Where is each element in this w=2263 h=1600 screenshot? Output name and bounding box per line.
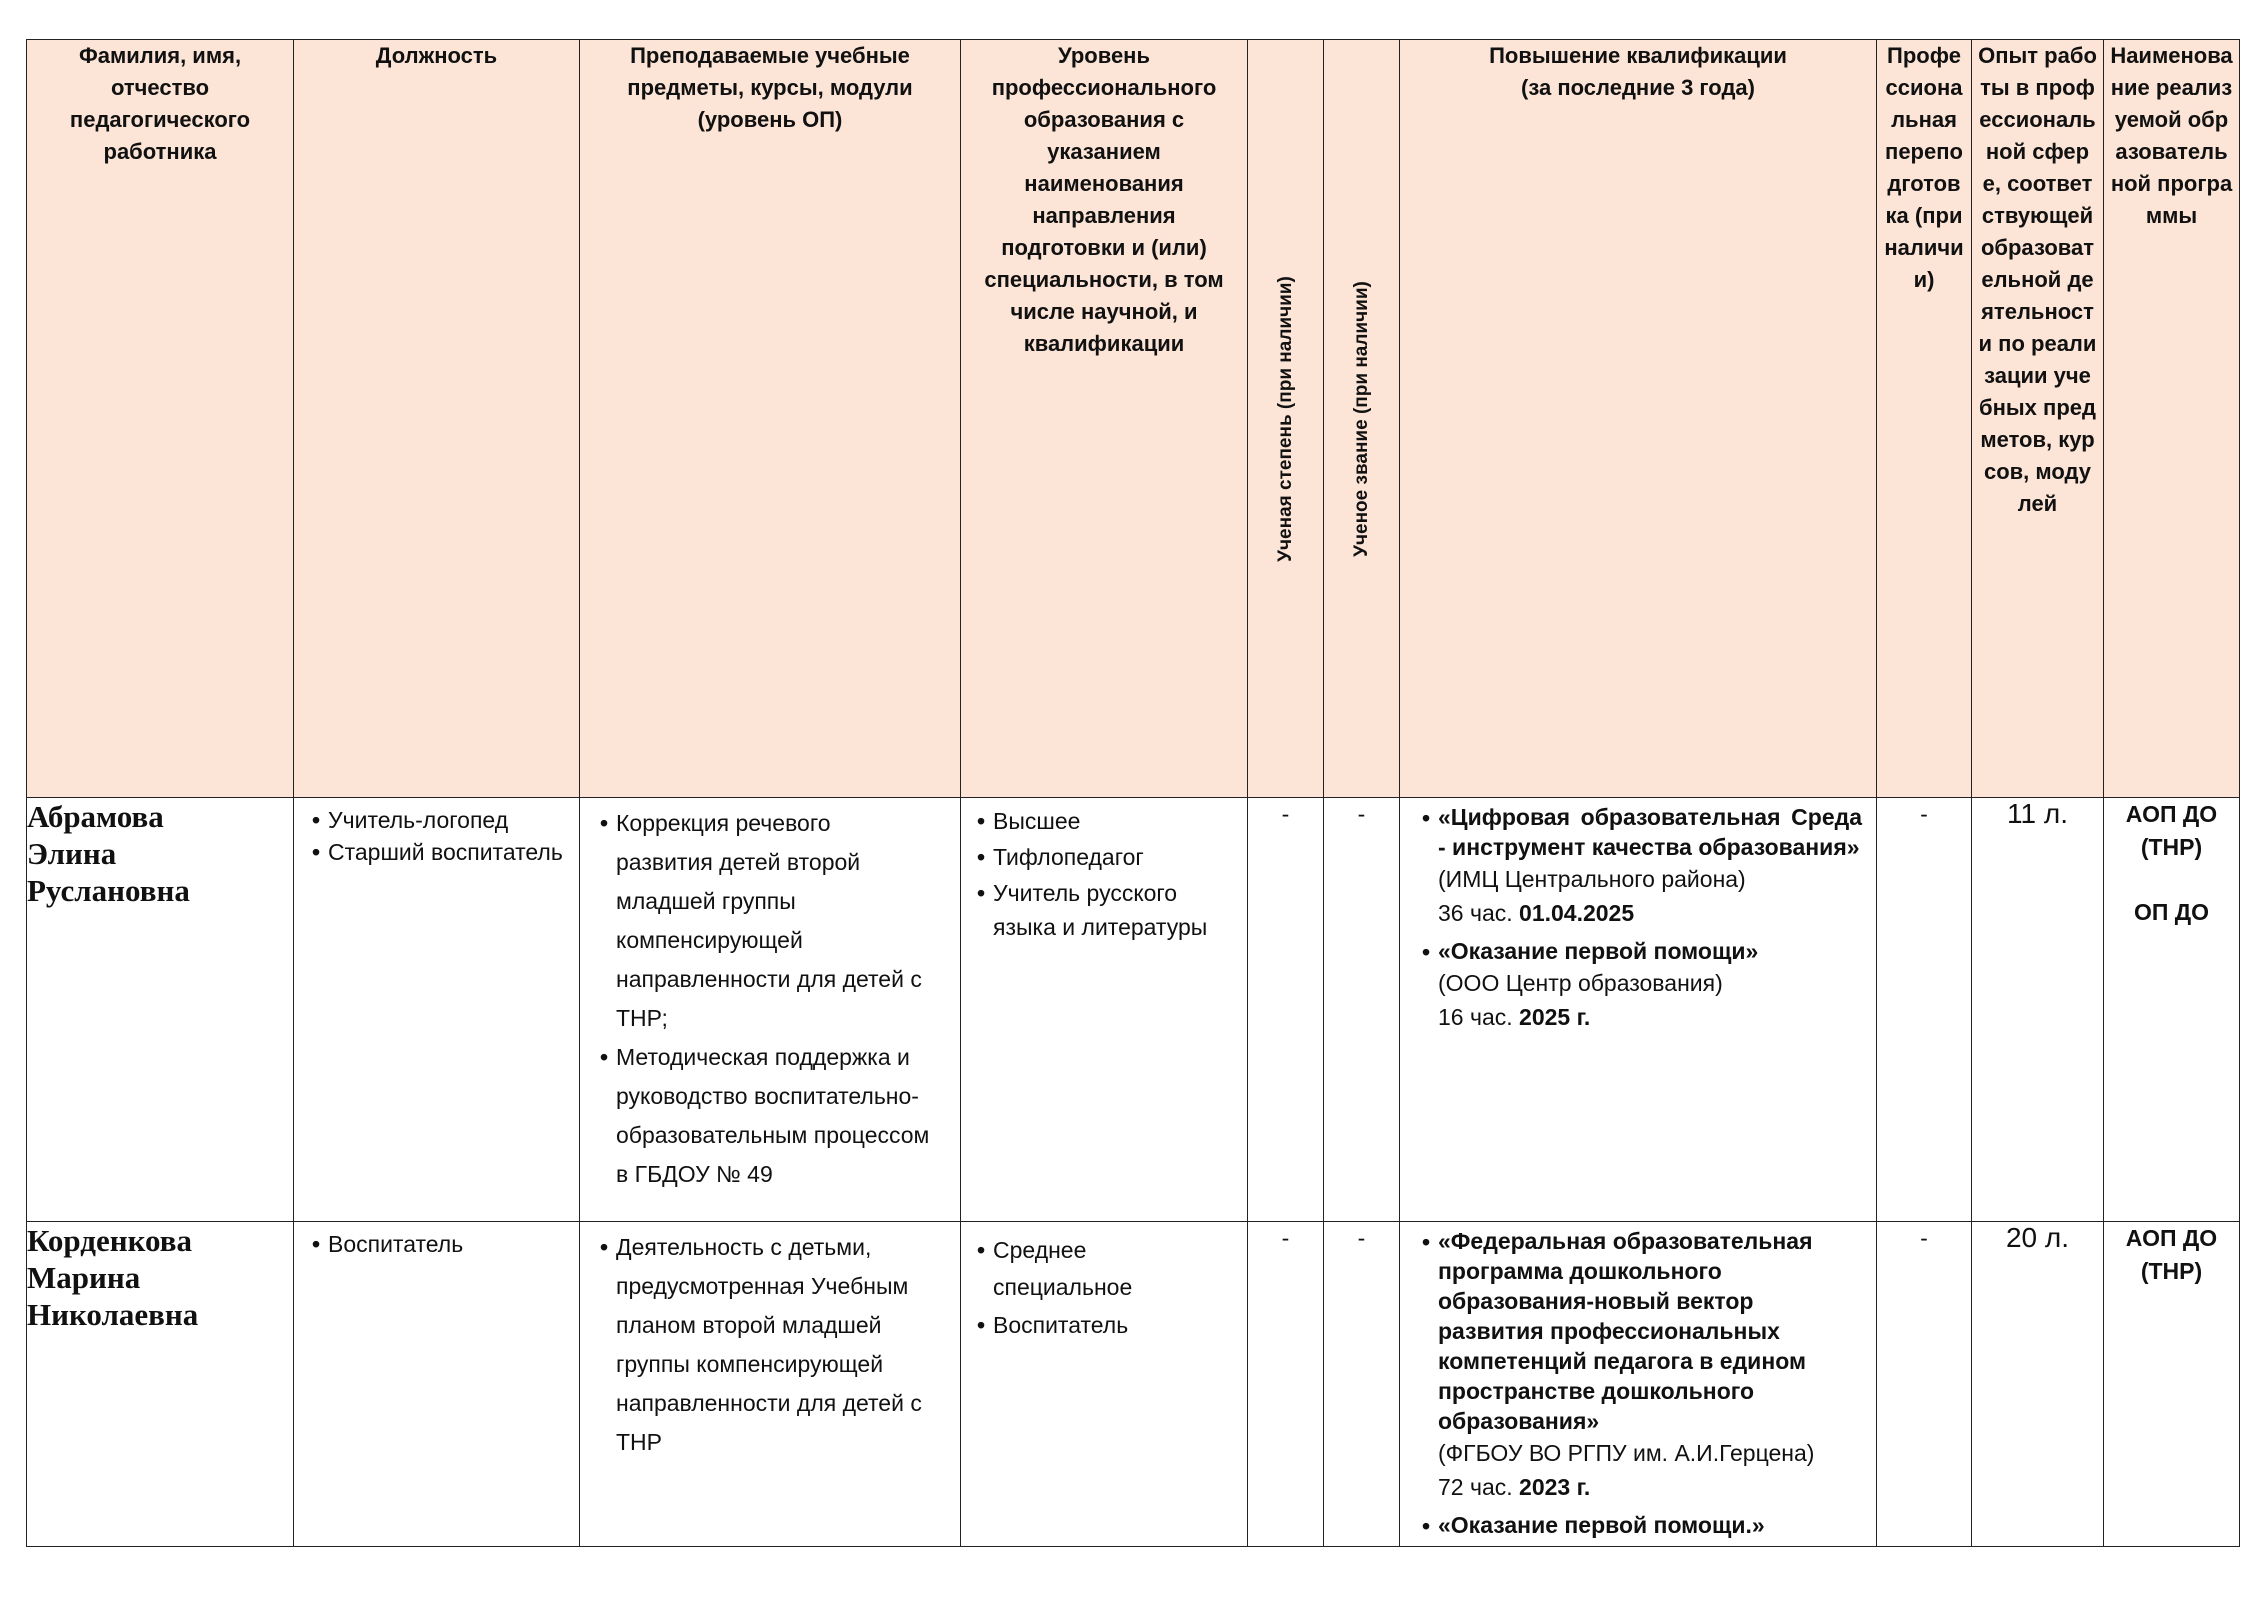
header-degree: Ученая степень (при наличии)	[1248, 40, 1324, 798]
degree-value: -	[1248, 798, 1324, 1222]
list-item: • Коррекция речевого развития детей второй младшей группы компенсирующей направленности для детей с ТНР;	[600, 804, 930, 1038]
course-title: • «Цифровая образовательная Среда - инструмент качества образования»	[1438, 804, 1862, 860]
staff-table	[26, 39, 2240, 1547]
course-org: (ООО Центр образования)	[1438, 970, 1723, 996]
list-item: • Старший воспитатель	[312, 836, 569, 868]
position-cell	[294, 798, 580, 1222]
header-qualification: Повышение квалификации (за последние 3 года)	[1400, 40, 1877, 798]
header-education: Уровень профессионального образования с указанием наименования направления подготовки и (или) специальности, в том числе научной, и квалификации	[961, 40, 1248, 798]
table-row	[27, 798, 2240, 1222]
list-item: • Высшее	[977, 804, 1237, 838]
degree-value: -	[1248, 1222, 1324, 1547]
course-title: • «Оказание первой помощи»	[1438, 938, 1759, 964]
header-subjects: Преподаваемые учебные предметы, курсы, модули (уровень ОП)	[580, 40, 961, 798]
education-cell	[961, 1222, 1248, 1547]
list-item: • Воспитатель	[977, 1308, 1237, 1342]
qualification-cell	[1400, 798, 1877, 1222]
course-org: (ИМЦ Центрального района)	[1438, 866, 1746, 892]
course-item	[1422, 1510, 1862, 1540]
subjects-cell	[580, 798, 961, 1222]
program-cell	[2104, 798, 2240, 1222]
header-experience: Опыт работы в профессиональной сфере, соответствующей образовательной деятельности по реализации учебных предметов, курсов, модулей	[1972, 40, 2104, 798]
header-fio: Фамилия, имя, отчество педагогического работника	[27, 40, 294, 798]
list-item: • Среднее специальное	[977, 1232, 1237, 1306]
course-hours: 72 час. 2023 г.	[1438, 1474, 1591, 1500]
course-org: (ФГБОУ ВО РГПУ им. А.И.Герцена)	[1438, 1440, 1815, 1466]
course-title: • «Оказание первой помощи.»	[1438, 1512, 1765, 1538]
retraining-value: -	[1877, 798, 1972, 1222]
list-item: • Воспитатель	[312, 1228, 569, 1260]
list-item: • Методическая поддержка и руководство воспитательно-образовательным процессом в ГБДОУ № 49	[600, 1038, 930, 1194]
teacher-name: Абрамова Элина Руслановна	[27, 798, 294, 1222]
subjects-cell	[580, 1222, 961, 1547]
rank-value: -	[1324, 798, 1400, 1222]
course-item	[1422, 1226, 1862, 1504]
program-name: АОП ДО (ТНР)	[2125, 1225, 2218, 1284]
course-item	[1422, 802, 1862, 930]
table-row	[27, 1222, 2240, 1547]
position-cell	[294, 1222, 580, 1547]
course-hours: 36 час. 01.04.2025	[1438, 900, 1635, 926]
education-cell	[961, 798, 1248, 1222]
qualification-cell	[1400, 1222, 1877, 1547]
experience-value: 20 л.	[1972, 1222, 2104, 1547]
table-header	[27, 40, 2240, 798]
header-program: Наименование реализуемой образовательной программы	[2104, 40, 2240, 798]
header-rank: Ученое звание (при наличии)	[1324, 40, 1400, 798]
header-position: Должность	[294, 40, 580, 798]
rank-value: -	[1324, 1222, 1400, 1547]
retraining-value: -	[1877, 1222, 1972, 1547]
header-retraining: Профессиональная переподготовка (при наличии)	[1877, 40, 1972, 798]
course-title: • «Федеральная образовательная программа дошкольного образования-новый вектор развития профессиональных компетенций педагога в едином пространстве дошкольного образования»	[1438, 1228, 1813, 1434]
course-item	[1422, 936, 1862, 1034]
teacher-name: Корденкова Марина Николаевна	[27, 1222, 294, 1547]
program-name: ОП ДО	[2133, 899, 2210, 925]
list-item: • Деятельность с детьми, предусмотренная Учебным планом второй младшей группы компенсирующей направленности для детей с ТНР	[600, 1228, 946, 1462]
program-cell	[2104, 1222, 2240, 1547]
experience-value: 11 л.	[1972, 798, 2104, 1222]
course-hours: 16 час. 2025 г.	[1438, 1004, 1591, 1030]
list-item: • Тифлопедагог	[977, 840, 1237, 874]
list-item: • Учитель русского языка и литературы	[977, 876, 1237, 944]
list-item: • Учитель-логопед	[312, 804, 569, 836]
program-name: АОП ДО (ТНР)	[2125, 801, 2218, 860]
